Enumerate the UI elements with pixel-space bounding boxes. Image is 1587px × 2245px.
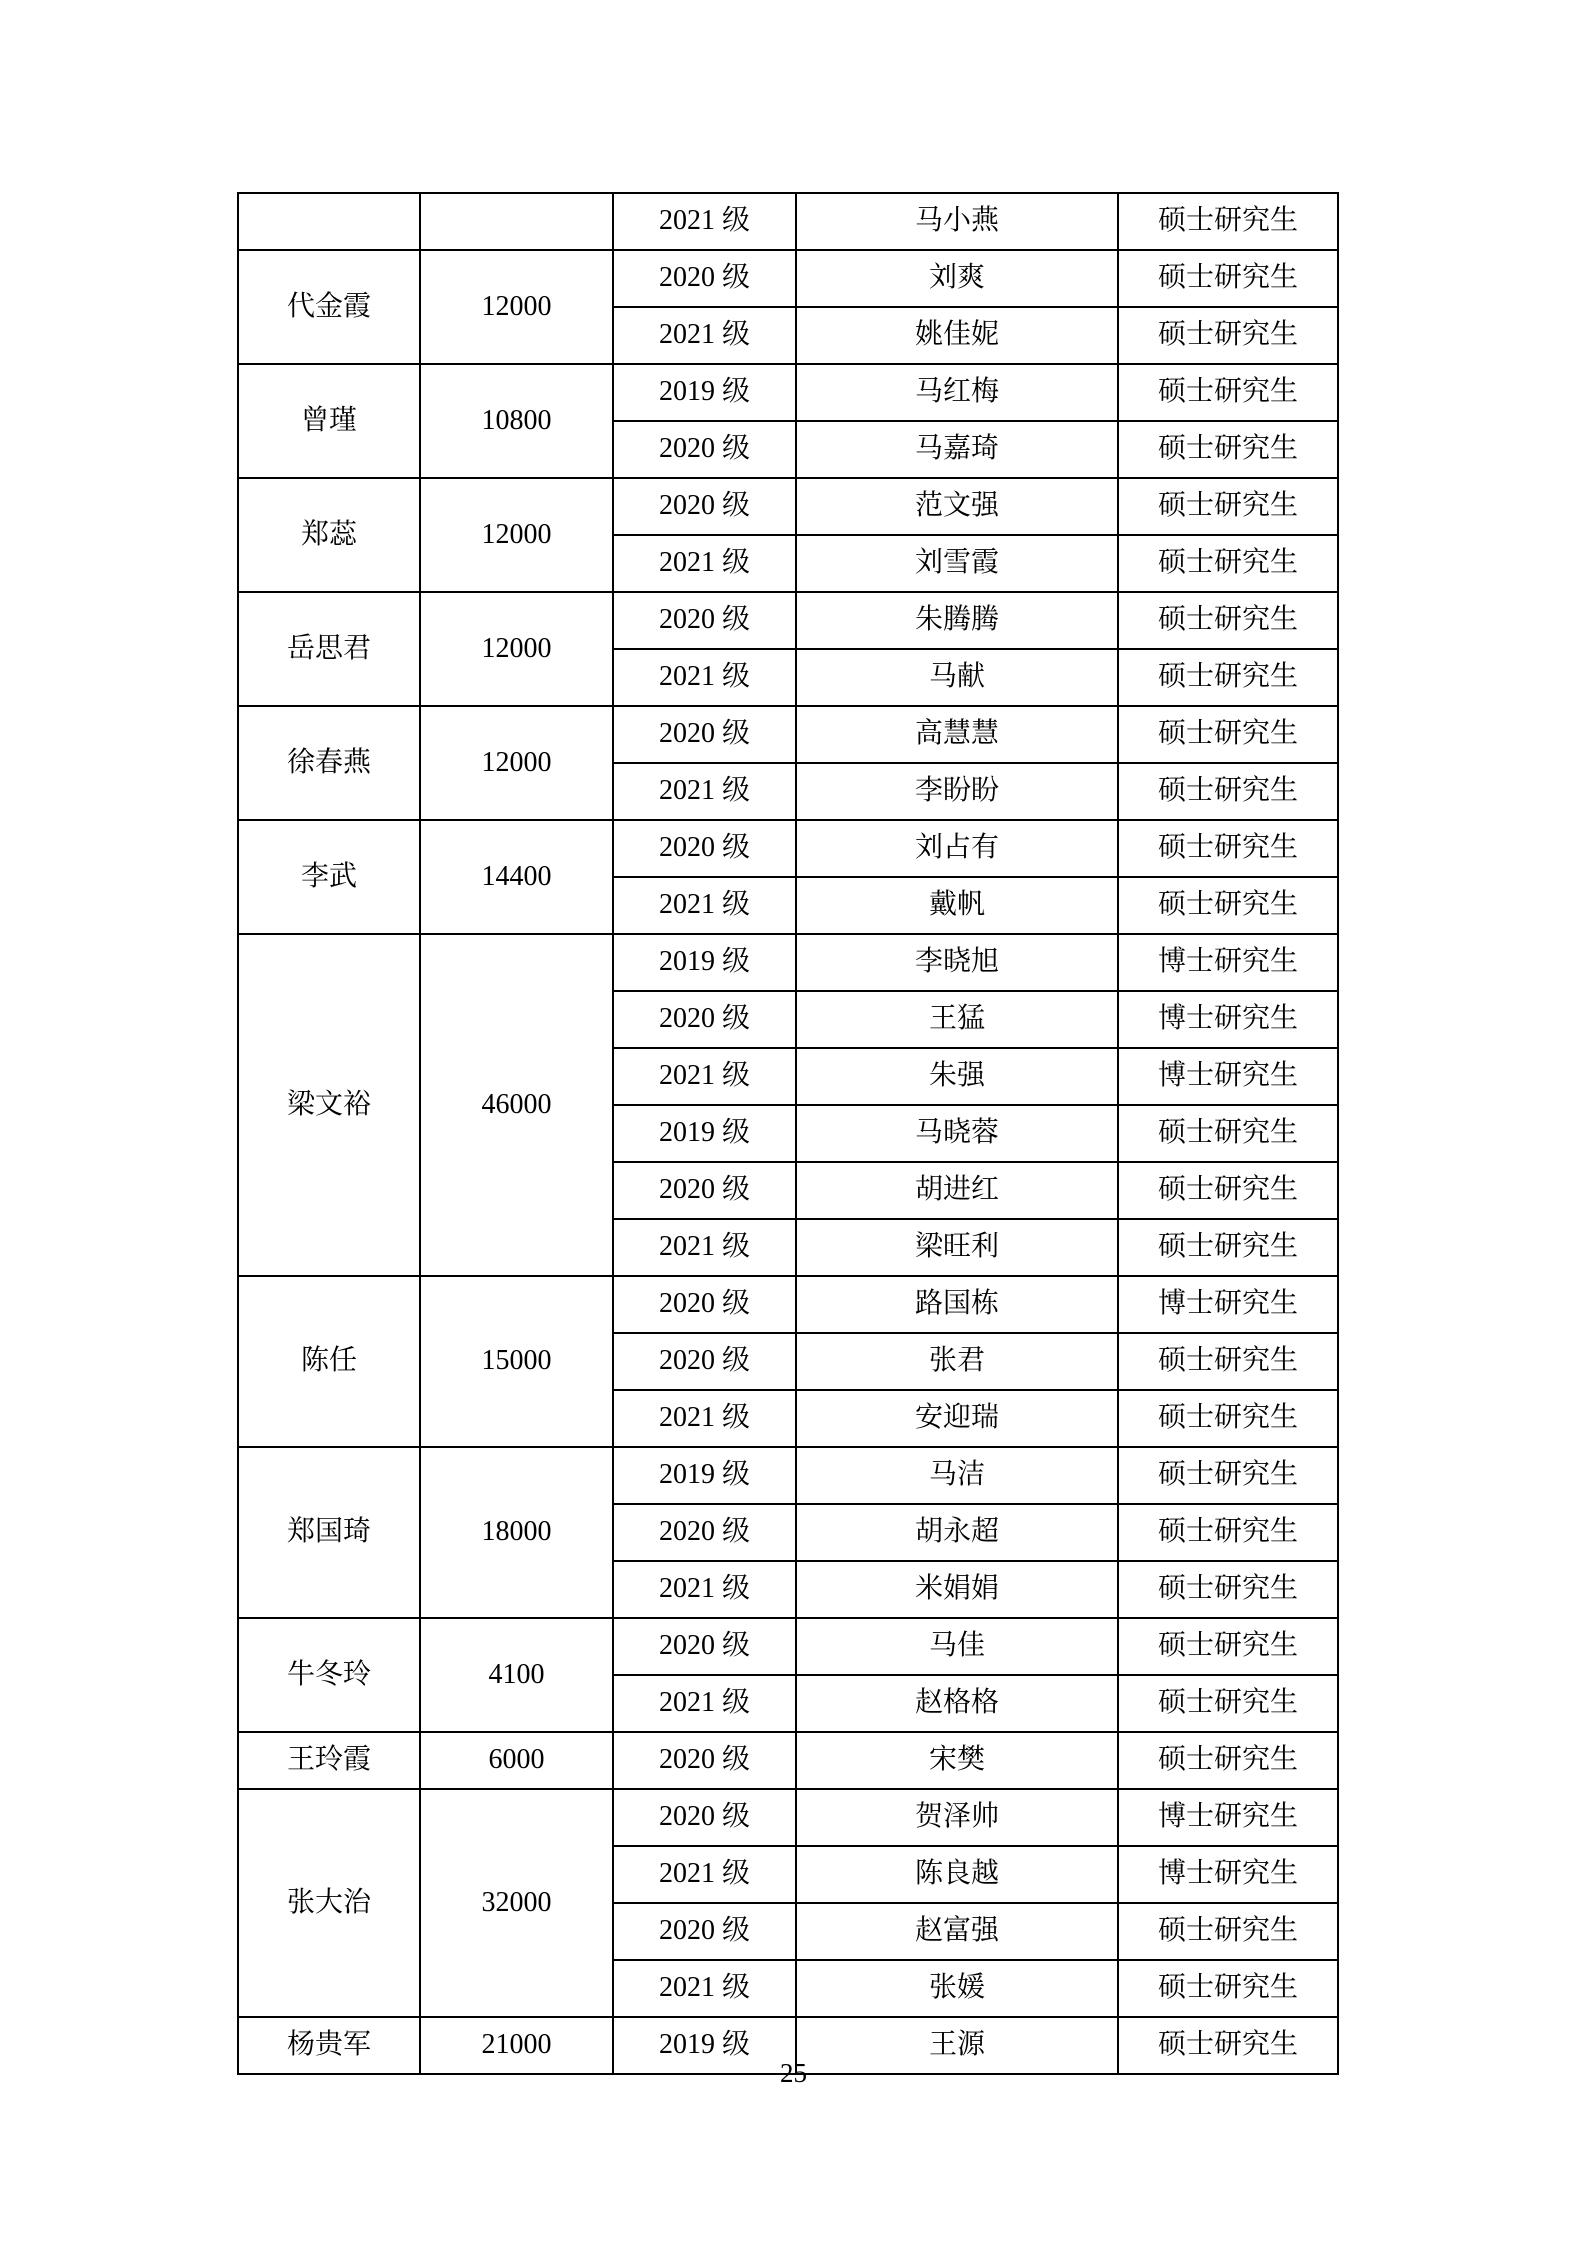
grade-cell: 2020 级 xyxy=(613,1162,796,1219)
student-name-cell: 王源 xyxy=(796,2017,1118,2074)
student-type-cell: 硕士研究生 xyxy=(1118,1675,1338,1732)
student-name-cell: 朱强 xyxy=(796,1048,1118,1105)
student-type-cell: 硕士研究生 xyxy=(1118,820,1338,877)
amount-cell: 4100 xyxy=(420,1618,613,1732)
student-name-cell: 马献 xyxy=(796,649,1118,706)
grade-cell: 2020 级 xyxy=(613,1732,796,1789)
student-name-cell: 宋樊 xyxy=(796,1732,1118,1789)
student-name-cell: 马洁 xyxy=(796,1447,1118,1504)
amount-cell: 12000 xyxy=(420,706,613,820)
student-type-cell: 博士研究生 xyxy=(1118,1048,1338,1105)
student-type-cell: 硕士研究生 xyxy=(1118,250,1338,307)
grade-cell: 2021 级 xyxy=(613,1561,796,1618)
table-row xyxy=(238,592,1338,649)
student-name-cell: 马佳 xyxy=(796,1618,1118,1675)
amount-cell xyxy=(420,193,613,250)
grade-cell: 2021 级 xyxy=(613,1846,796,1903)
table-row xyxy=(238,193,1338,250)
teacher-name-cell: 梁文裕 xyxy=(238,934,420,1276)
grade-cell: 2021 级 xyxy=(613,1219,796,1276)
grade-cell: 2021 级 xyxy=(613,535,796,592)
student-type-cell: 硕士研究生 xyxy=(1118,535,1338,592)
grade-cell: 2020 级 xyxy=(613,1618,796,1675)
student-name-cell: 姚佳妮 xyxy=(796,307,1118,364)
student-type-cell: 硕士研究生 xyxy=(1118,1105,1338,1162)
student-type-cell: 硕士研究生 xyxy=(1118,193,1338,250)
student-name-cell: 李盼盼 xyxy=(796,763,1118,820)
student-type-cell: 博士研究生 xyxy=(1118,1276,1338,1333)
student-type-cell: 硕士研究生 xyxy=(1118,1504,1338,1561)
student-type-cell: 硕士研究生 xyxy=(1118,2017,1338,2074)
teacher-name-cell: 牛冬玲 xyxy=(238,1618,420,1732)
student-type-cell: 博士研究生 xyxy=(1118,1789,1338,1846)
grade-cell: 2021 级 xyxy=(613,1675,796,1732)
student-type-cell: 硕士研究生 xyxy=(1118,649,1338,706)
student-type-cell: 硕士研究生 xyxy=(1118,1561,1338,1618)
student-name-cell: 赵富强 xyxy=(796,1903,1118,1960)
student-name-cell: 梁旺利 xyxy=(796,1219,1118,1276)
table-row xyxy=(238,478,1338,535)
grade-cell: 2019 级 xyxy=(613,2017,796,2074)
grade-cell: 2021 级 xyxy=(613,193,796,250)
student-name-cell: 高慧慧 xyxy=(796,706,1118,763)
grade-cell: 2019 级 xyxy=(613,934,796,991)
table-row xyxy=(238,706,1338,763)
student-type-cell: 硕士研究生 xyxy=(1118,1390,1338,1447)
grade-cell: 2020 级 xyxy=(613,1333,796,1390)
student-type-cell: 硕士研究生 xyxy=(1118,364,1338,421)
amount-cell: 32000 xyxy=(420,1789,613,2017)
student-name-cell: 王猛 xyxy=(796,991,1118,1048)
grade-cell: 2020 级 xyxy=(613,991,796,1048)
grade-cell: 2021 级 xyxy=(613,649,796,706)
student-name-cell: 张媛 xyxy=(796,1960,1118,2017)
grade-cell: 2019 级 xyxy=(613,1447,796,1504)
student-type-cell: 硕士研究生 xyxy=(1118,478,1338,535)
student-name-cell: 安迎瑞 xyxy=(796,1390,1118,1447)
amount-cell: 6000 xyxy=(420,1732,613,1789)
student-name-cell: 刘雪霞 xyxy=(796,535,1118,592)
student-type-cell: 硕士研究生 xyxy=(1118,1447,1338,1504)
student-name-cell: 范文强 xyxy=(796,478,1118,535)
table-row xyxy=(238,1732,1338,1789)
grade-cell: 2020 级 xyxy=(613,1789,796,1846)
student-type-cell: 博士研究生 xyxy=(1118,934,1338,991)
grade-cell: 2020 级 xyxy=(613,592,796,649)
student-name-cell: 戴帆 xyxy=(796,877,1118,934)
student-type-cell: 硕士研究生 xyxy=(1118,706,1338,763)
student-type-cell: 硕士研究生 xyxy=(1118,1732,1338,1789)
table-row xyxy=(238,934,1338,991)
teacher-name-cell: 王玲霞 xyxy=(238,1732,420,1789)
grade-cell: 2021 级 xyxy=(613,763,796,820)
student-name-cell: 朱腾腾 xyxy=(796,592,1118,649)
teacher-name-cell: 郑蕊 xyxy=(238,478,420,592)
teacher-name-cell: 代金霞 xyxy=(238,250,420,364)
teacher-name-cell: 杨贵军 xyxy=(238,2017,420,2074)
grade-cell: 2020 级 xyxy=(613,478,796,535)
table-row xyxy=(238,1789,1338,1846)
grade-cell: 2019 级 xyxy=(613,1105,796,1162)
student-type-cell: 硕士研究生 xyxy=(1118,1333,1338,1390)
grade-cell: 2020 级 xyxy=(613,706,796,763)
amount-cell: 14400 xyxy=(420,820,613,934)
grade-cell: 2020 级 xyxy=(613,1903,796,1960)
student-name-cell: 马红梅 xyxy=(796,364,1118,421)
amount-cell: 21000 xyxy=(420,2017,613,2074)
student-type-cell: 硕士研究生 xyxy=(1118,877,1338,934)
student-type-cell: 硕士研究生 xyxy=(1118,763,1338,820)
student-name-cell: 马嘉琦 xyxy=(796,421,1118,478)
amount-cell: 15000 xyxy=(420,1276,613,1447)
grade-cell: 2020 级 xyxy=(613,820,796,877)
student-name-cell: 马晓蓉 xyxy=(796,1105,1118,1162)
student-name-cell: 路国栋 xyxy=(796,1276,1118,1333)
amount-cell: 12000 xyxy=(420,250,613,364)
student-name-cell: 张君 xyxy=(796,1333,1118,1390)
teacher-name-cell: 曾瑾 xyxy=(238,364,420,478)
student-type-cell: 硕士研究生 xyxy=(1118,421,1338,478)
teacher-name-cell: 郑国琦 xyxy=(238,1447,420,1618)
grade-cell: 2021 级 xyxy=(613,1048,796,1105)
table-row xyxy=(238,1618,1338,1675)
student-type-cell: 博士研究生 xyxy=(1118,1846,1338,1903)
teacher-name-cell xyxy=(238,193,420,250)
student-type-cell: 硕士研究生 xyxy=(1118,1618,1338,1675)
scholarship-table-body xyxy=(238,193,1338,2074)
teacher-name-cell: 徐春燕 xyxy=(238,706,420,820)
student-name-cell: 赵格格 xyxy=(796,1675,1118,1732)
teacher-name-cell: 张大治 xyxy=(238,1789,420,2017)
amount-cell: 12000 xyxy=(420,592,613,706)
table-row xyxy=(238,1276,1338,1333)
student-type-cell: 硕士研究生 xyxy=(1118,592,1338,649)
amount-cell: 12000 xyxy=(420,478,613,592)
table-row xyxy=(238,820,1338,877)
student-name-cell: 陈良越 xyxy=(796,1846,1118,1903)
student-name-cell: 贺泽帅 xyxy=(796,1789,1118,1846)
student-name-cell: 胡进红 xyxy=(796,1162,1118,1219)
student-type-cell: 硕士研究生 xyxy=(1118,1903,1338,1960)
grade-cell: 2020 级 xyxy=(613,421,796,478)
student-type-cell: 硕士研究生 xyxy=(1118,307,1338,364)
table-row xyxy=(238,250,1338,307)
grade-cell: 2020 级 xyxy=(613,250,796,307)
teacher-name-cell: 李武 xyxy=(238,820,420,934)
grade-cell: 2021 级 xyxy=(613,307,796,364)
amount-cell: 46000 xyxy=(420,934,613,1276)
student-name-cell: 马小燕 xyxy=(796,193,1118,250)
student-name-cell: 李晓旭 xyxy=(796,934,1118,991)
amount-cell: 18000 xyxy=(420,1447,613,1618)
amount-cell: 10800 xyxy=(420,364,613,478)
student-name-cell: 胡永超 xyxy=(796,1504,1118,1561)
student-name-cell: 刘占有 xyxy=(796,820,1118,877)
student-type-cell: 博士研究生 xyxy=(1118,991,1338,1048)
student-name-cell: 刘爽 xyxy=(796,250,1118,307)
page-number: 25 xyxy=(780,2058,807,2088)
student-name-cell: 米娟娟 xyxy=(796,1561,1118,1618)
table-row xyxy=(238,1447,1338,1504)
teacher-name-cell: 岳思君 xyxy=(238,592,420,706)
grade-cell: 2020 级 xyxy=(613,1504,796,1561)
student-type-cell: 硕士研究生 xyxy=(1118,1219,1338,1276)
scholarship-table xyxy=(237,192,1339,2075)
student-type-cell: 硕士研究生 xyxy=(1118,1162,1338,1219)
grade-cell: 2020 级 xyxy=(613,1276,796,1333)
teacher-name-cell: 陈任 xyxy=(238,1276,420,1447)
grade-cell: 2021 级 xyxy=(613,877,796,934)
grade-cell: 2021 级 xyxy=(613,1960,796,2017)
student-type-cell: 硕士研究生 xyxy=(1118,1960,1338,2017)
table-row xyxy=(238,364,1338,421)
grade-cell: 2021 级 xyxy=(613,1390,796,1447)
grade-cell: 2019 级 xyxy=(613,364,796,421)
